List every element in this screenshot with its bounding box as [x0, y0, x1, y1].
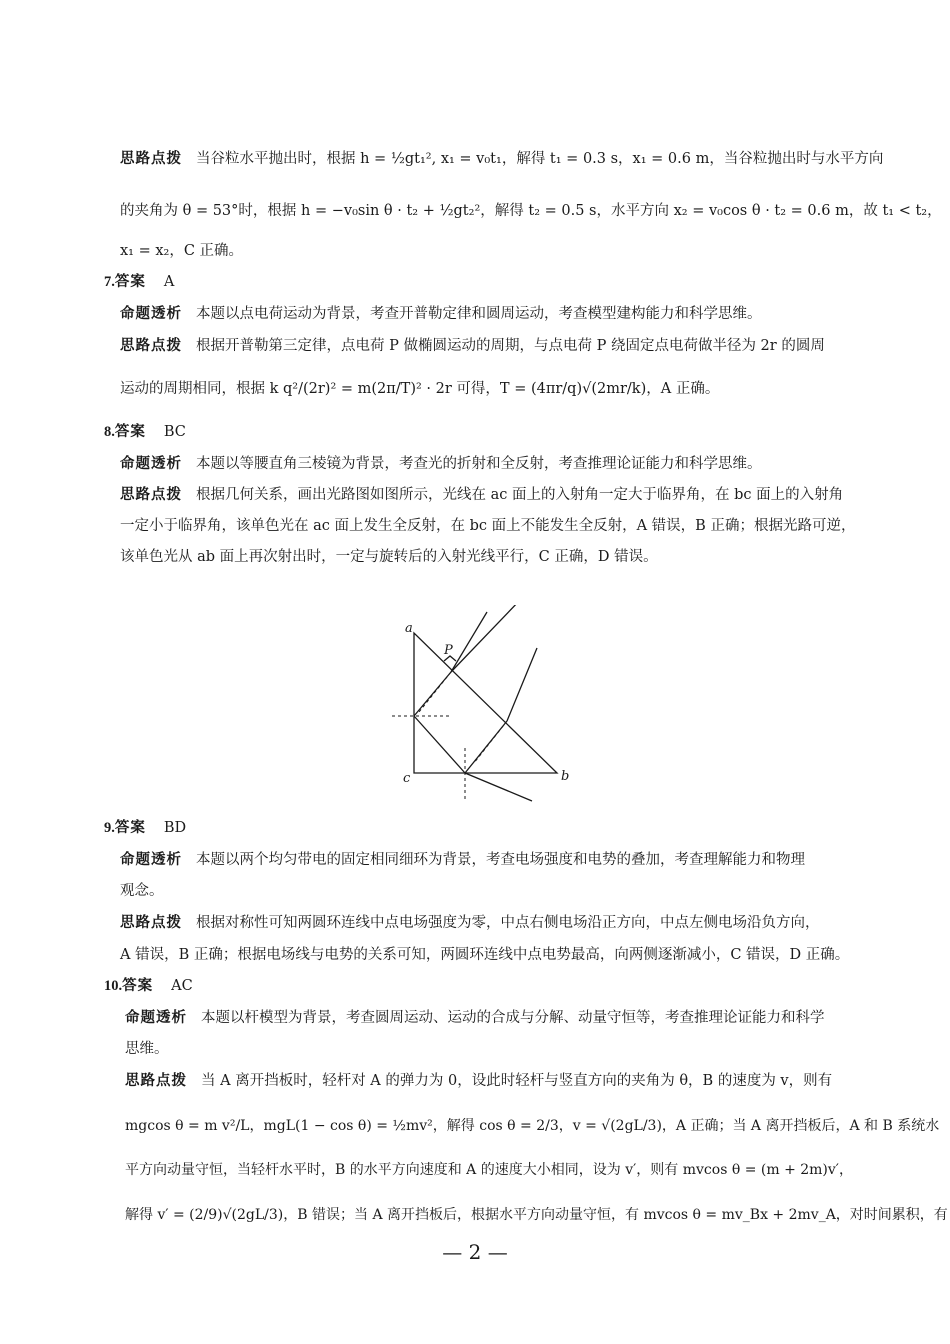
q6-tip-line1: 当谷粒水平抛出时，根据 h = ½gt₁², x₁ = v₀t₁，解得 t₁ = 0.3 s，x₁ = 0.6 m，当谷粒抛出时与水平方向: [196, 151, 884, 167]
vertex-c-label: c: [403, 771, 411, 786]
vertex-b-label: b: [561, 769, 570, 784]
q6-tip: [120, 149, 883, 169]
tip-label: 思路点拨: [125, 1073, 187, 1089]
answer-label: 答案: [114, 820, 146, 836]
q7-tip-line1: 根据开普勒第三定律，点电荷 P 做椭圆运动的周期，与点电荷 P 绕固定点电荷做半径为 2r 的圆周: [196, 338, 825, 354]
q10-tip-line4: 解得 v′ = (2/9)√(2gL/3)，B 错误；当 A 离开挡板后，根据水平方向动量守恒，有 mvcos θ = mv_Bx + 2mv_A，对时间累积，有: [125, 1207, 948, 1223]
ray-to-ab: [465, 721, 507, 773]
intent-label: 命题透析: [120, 456, 182, 472]
reflected-ray: [414, 716, 465, 773]
q9-answer-value: BD: [163, 820, 187, 836]
q10-answer: [104, 976, 193, 996]
q8-tip-line2: 一定小于临界角，该单色光在 ac 面上发生全反射，在 bc 面上不能发生全反射，A 错误，B 正确；根据光路可逆，: [120, 518, 856, 534]
q9-answer: [104, 818, 186, 838]
q7-answer-value: A: [163, 274, 175, 290]
prism-figure: [390, 605, 590, 810]
exit-ray-top: [507, 648, 537, 721]
q10-tip-line1: 当 A 离开挡板时，轻杆对 A 的弹力为 0，设此时轻杆与竖直方向的夹角为 θ，B 的速度为 v，则有: [201, 1073, 833, 1089]
q10-tip: [125, 1071, 832, 1091]
intent-label: 命题透析: [120, 306, 182, 322]
q7-intent-text: 本题以点电荷运动为背景，考查开普勒定律和圆周运动，考查模型建构能力和科学思维。: [196, 306, 762, 322]
incident-ray: [451, 612, 487, 672]
q9-intent: [120, 850, 805, 870]
q8-answer: [104, 422, 186, 442]
q9-intent-line2: 观念。: [120, 883, 164, 899]
q10-intent: [125, 1008, 825, 1028]
q8-intent-text: 本题以等腰直角三棱镜为背景，考查光的折射和全反射，考查推理论证能力和科学思维。: [196, 456, 762, 472]
tip-label: 思路点拨: [120, 338, 182, 354]
q10-answer-value: AC: [171, 978, 193, 994]
q9-tip-line1: 根据对称性可知两圆环连线中点电场强度为零，中点右侧电场沿正方向，中点左侧电场沿负方向，: [196, 915, 820, 931]
q8-answer-value: BC: [163, 424, 186, 440]
page-number: — 2 —: [442, 1240, 508, 1264]
q9-tip-line2: A 错误，B 正确；根据电场线与电势的关系可知，两圆环连线中点电势最高，向两侧逐渐减小，C 错误，D 正确。: [120, 947, 850, 963]
q7-tip: [120, 336, 825, 356]
point-p-label: P: [444, 643, 453, 658]
q10-intent-line2: 思维。: [125, 1041, 169, 1057]
answer-label: 答案: [114, 274, 146, 290]
tip-label: 思路点拨: [120, 915, 182, 931]
normal-p: [419, 672, 451, 712]
q10-tip-line2: mgcos θ = m v²/L，mgL(1 − cos θ) = ½mv²，解得 cos θ = 2/3，v = √(2gL/3)，A 正确；当 A 离开挡板后，A 和 B 系统水: [125, 1118, 940, 1134]
prism-triangle: [414, 633, 557, 773]
q10-intent-line1: 本题以杆模型为背景，考查圆周运动、运动的合成与分解、动量守恒等，考查推理论证能力和科学: [201, 1010, 825, 1026]
q8-number: 8.: [104, 424, 115, 440]
tip-label: 思路点拨: [120, 151, 182, 167]
intent-label: 命题透析: [125, 1010, 187, 1026]
q9-number: 9.: [104, 820, 115, 836]
q7-tip-line2: 运动的周期相同，根据 k q²/(2r)² = m(2π/T)² · 2r 可得，T = (4πr/q)√(2mr/k)，A 正确。: [120, 381, 720, 397]
q8-tip-line1: 根据几何关系，画出光路图如图所示，光线在 ac 面上的入射角一定大于临界角，在 bc 面上的入射角: [196, 487, 844, 503]
q8-tip-line3: 该单色光从 ab 面上再次射出时，一定与旋转后的入射光线平行，C 正确，D 错误。: [120, 549, 658, 565]
vertex-a-label: a: [405, 621, 413, 636]
intent-label: 命题透析: [120, 852, 182, 868]
q9-tip: [120, 913, 820, 933]
q10-number: 10.: [104, 978, 123, 994]
parallel-ray: [451, 605, 521, 672]
answer-label: 答案: [114, 424, 146, 440]
q8-tip: [120, 485, 843, 505]
answer-label: 答案: [122, 978, 154, 994]
exit-ray-bottom: [465, 773, 532, 801]
q6-tip-line2: 的夹角为 θ = 53°时，根据 h = −v₀sin θ · t₂ + ½gt₂²，解得 t₂ = 0.5 s，水平方向 x₂ = v₀cos θ · t₂ = 0.6 m，故 t₁ < t₂，: [120, 203, 942, 219]
q10-tip-line3: 平方向动量守恒，当轻杆水平时，B 的水平方向速度和 A 的速度大小相同，设为 v′，则有 mvcos θ = (m + 2m)v′，: [125, 1162, 853, 1178]
q7-intent: [120, 304, 762, 324]
q8-intent: [120, 454, 762, 474]
tip-label: 思路点拨: [120, 487, 182, 503]
q9-intent-line1: 本题以两个均匀带电的固定相同细环为背景，考查电场强度和电势的叠加，考查理解能力和物理: [196, 852, 805, 868]
q7-number: 7.: [104, 274, 115, 290]
q6-tip-line3: x₁ = x₂，C 正确。: [120, 243, 244, 259]
q7-answer: [104, 272, 174, 292]
